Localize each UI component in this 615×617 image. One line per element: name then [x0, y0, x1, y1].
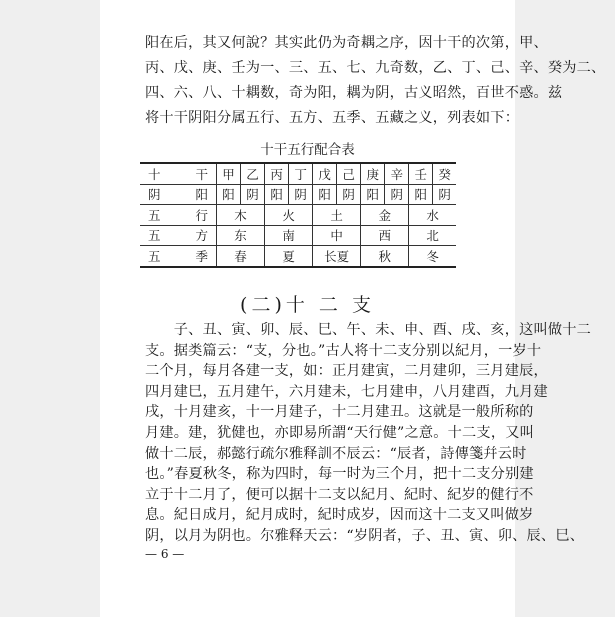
table-cell: 长夏 [313, 246, 361, 267]
text-line: 阳在后，其又何說？其实此仍为奇耦之序，因十干的次第，甲、 [145, 35, 548, 51]
table-cell: 阳 [217, 184, 241, 205]
table-cell: 水 [409, 205, 456, 226]
table-cell: 阴 [385, 184, 409, 205]
table-title: 十干五行配合表 [260, 142, 355, 158]
table-cell: 壬 [409, 163, 433, 184]
table-cell: 丙 [265, 163, 289, 184]
table-row [140, 225, 456, 246]
book-page [100, 0, 606, 617]
table-cell: 甲 [217, 163, 241, 184]
text-line: 二个月，每月各建一支，如：正月建寅，二月建卯，三月建辰， [145, 363, 548, 380]
text-line: 也。”春夏秋冬，称为四时，每一时为三个月，把十二支分别建 [145, 466, 534, 483]
table-cell: 阳 [409, 184, 433, 205]
row-label: 五 方 [140, 225, 217, 246]
table-cell: 阳 [265, 184, 289, 205]
table-cell: 己 [337, 163, 361, 184]
table-cell: 阳 [361, 184, 385, 205]
table-cell: 西 [361, 225, 409, 246]
text-line: 子、丑、寅、卯、辰、巳、午、未、申、酉、戌、亥，这叫做十二 [145, 322, 592, 338]
text-line: 丙、戊、庚、壬为一、三、五、七、九奇数，乙、丁、己、辛、癸为二、 [145, 60, 606, 76]
table-row [140, 246, 456, 267]
table-cell: 冬 [409, 246, 456, 267]
table-cell: 南 [265, 225, 313, 246]
text-line: 四月建巳，五月建午，六月建未，七月建申，八月建酉，九月建 [145, 383, 548, 400]
text-line: 戌，十月建亥，十一月建子，十二月建丑。这就是一般所称的 [145, 404, 534, 421]
row-label: 五 行 [140, 205, 217, 226]
table-cell: 木 [217, 205, 265, 226]
table-cell: 阴 [289, 184, 313, 205]
text-line: 息。紀日成月，紀月成时，紀时成岁，因而这十二支又叫做岁 [145, 507, 534, 524]
table-cell: 庚 [361, 163, 385, 184]
row-label: 阴 阳 [140, 184, 217, 205]
table-row [140, 205, 456, 226]
text-line: 月建。建，犹健也，亦即易所謂“天行健”之意。十二支，又叫 [145, 425, 534, 441]
table-cell: 火 [265, 205, 313, 226]
table-cell: 金 [361, 205, 409, 226]
table-cell: 戊 [313, 163, 337, 184]
row-label: 十 干 [140, 163, 217, 184]
ten-stems-table [140, 162, 456, 268]
table-cell: 癸 [433, 163, 456, 184]
table-cell: 东 [217, 225, 265, 246]
text-line: 四、六、八、十耦数，奇为阳，耦为阴，古义昭然，百世不惑。兹 [145, 85, 563, 101]
text-line: 支。据类篇云：“支，分也。”古人将十二支分别以紀月，一岁十 [145, 342, 542, 359]
table-cell: 中 [313, 225, 361, 246]
table-cell: 阴 [337, 184, 361, 205]
table-cell: 北 [409, 225, 456, 246]
table-row [140, 184, 456, 205]
text-line: 立于十二月了，便可以据十二支以紀月、紀时、紀岁的健行不 [145, 486, 534, 503]
text-line: 阴，以月为阴也。尔雅释天云：“岁阴者，子、丑、寅、卯、辰、巳、 [145, 528, 585, 544]
text-line: 将十干阴阳分属五行、五方、五季、五藏之义，列表如下： [145, 110, 520, 126]
table-row [140, 163, 456, 184]
row-label: 五 季 [140, 246, 217, 267]
table-cell: 土 [313, 205, 361, 226]
table-cell: 乙 [241, 163, 265, 184]
text-line: 做十二辰，郝懿行疏尔雅释訓不辰云：“辰者，詩傳箋幷云时 [145, 445, 527, 462]
table-cell: 丁 [289, 163, 313, 184]
table-cell: 夏 [265, 246, 313, 267]
table-cell: 阳 [313, 184, 337, 205]
table-cell: 阴 [433, 184, 456, 205]
page-number: — 6 — [145, 547, 185, 561]
table-cell: 春 [217, 246, 265, 267]
table-cell: 秋 [361, 246, 409, 267]
section-heading: (二)十 二 支 [240, 294, 375, 316]
table-cell: 辛 [385, 163, 409, 184]
table-cell: 阴 [241, 184, 265, 205]
